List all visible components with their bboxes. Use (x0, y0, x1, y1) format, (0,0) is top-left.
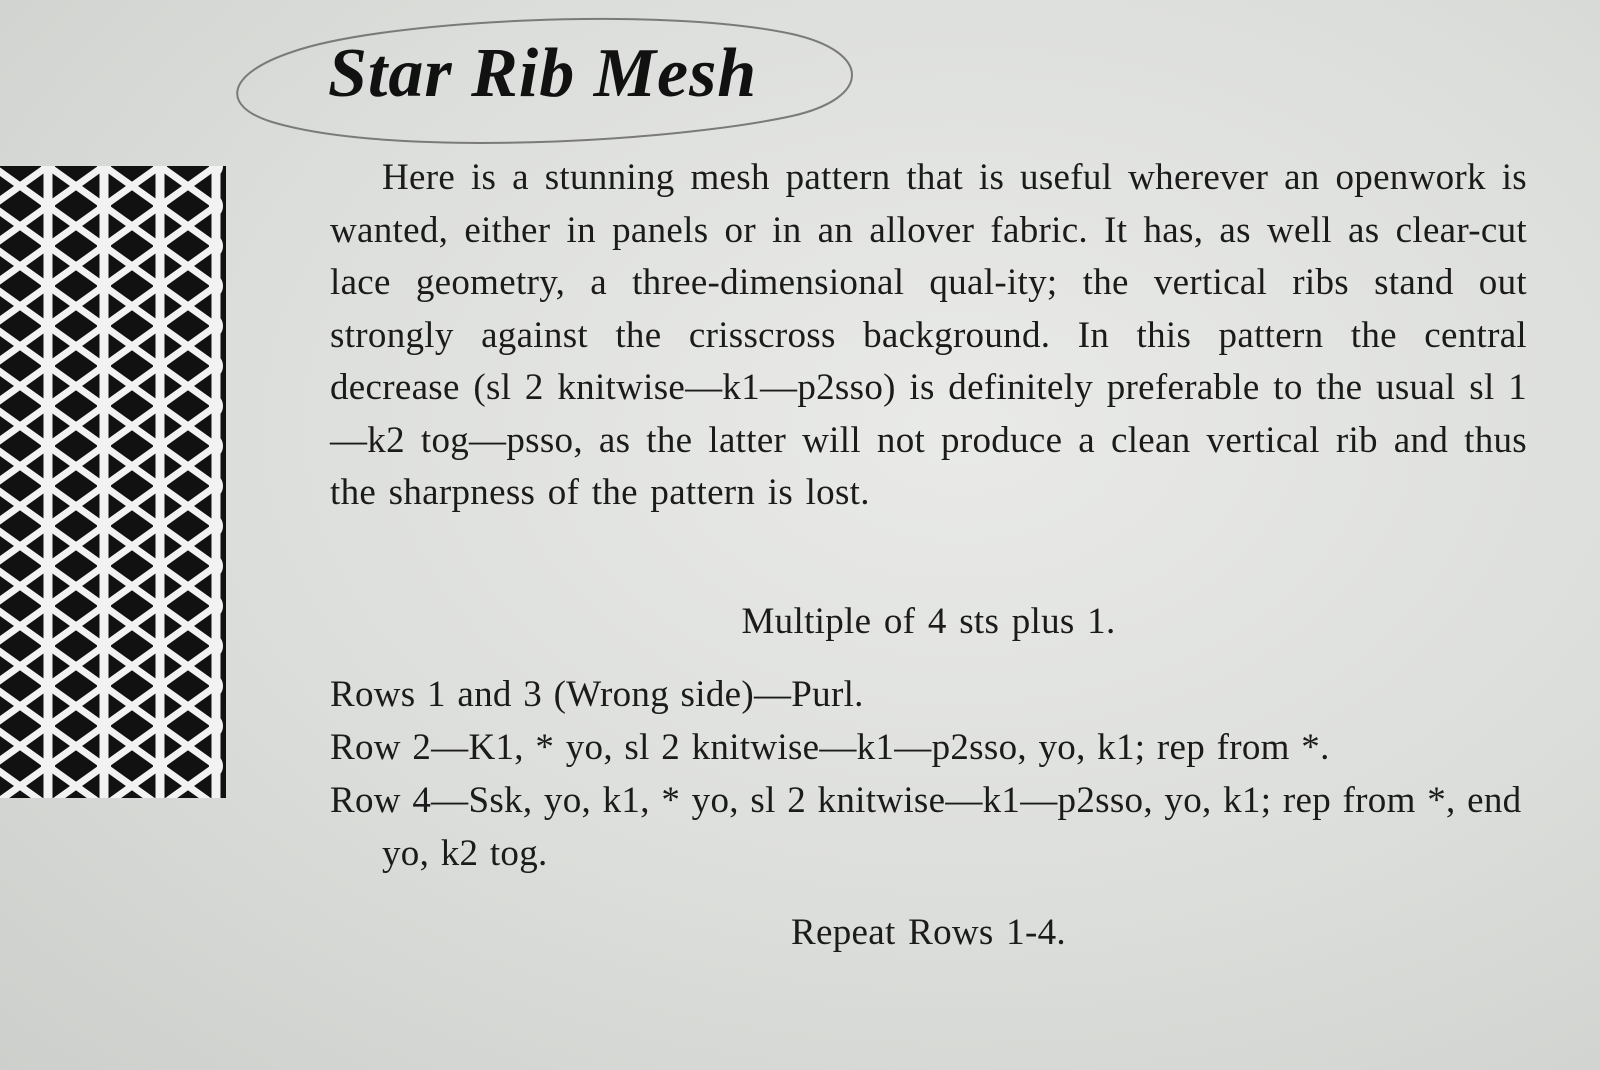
pattern-row: Rows 1 and 3 (Wrong side)—Purl. (330, 674, 864, 715)
pattern-row: Row 4—Ssk, yo, k1, * yo, sl 2 knitwise—k1—p2sso, yo, k1; rep from *, end yo, k2 tog. (330, 780, 1522, 874)
page-title: Star Rib Mesh (328, 35, 758, 112)
stitch-multiple: Multiple of 4 sts plus 1. (741, 601, 1116, 642)
knitted-swatch-photo (0, 166, 226, 798)
intro-paragraph: Here is a stunning mesh pattern that is useful wherever an openwork is wanted, either in panels or in an allover fabric. It has, as well as clear-cut lace geometry, a three-dimensional qual-ity; the vertical ribs stand out strongly against the crisscross background. In this pattern the central decrease (sl 2 knitwise—k1—p2sso) is definitely preferable to the usual sl 1—k2 tog—psso, as the latter will not produce a clean vertical rib and thus the sharpness of the pattern is lost. (330, 157, 1527, 513)
pattern-row: Row 2—K1, * yo, sl 2 knitwise—k1—p2sso, yo, k1; rep from *. (330, 727, 1330, 768)
pattern-rows (330, 668, 1530, 880)
swatch-image (0, 166, 226, 798)
repeat-instruction: Repeat Rows 1-4. (791, 912, 1066, 953)
